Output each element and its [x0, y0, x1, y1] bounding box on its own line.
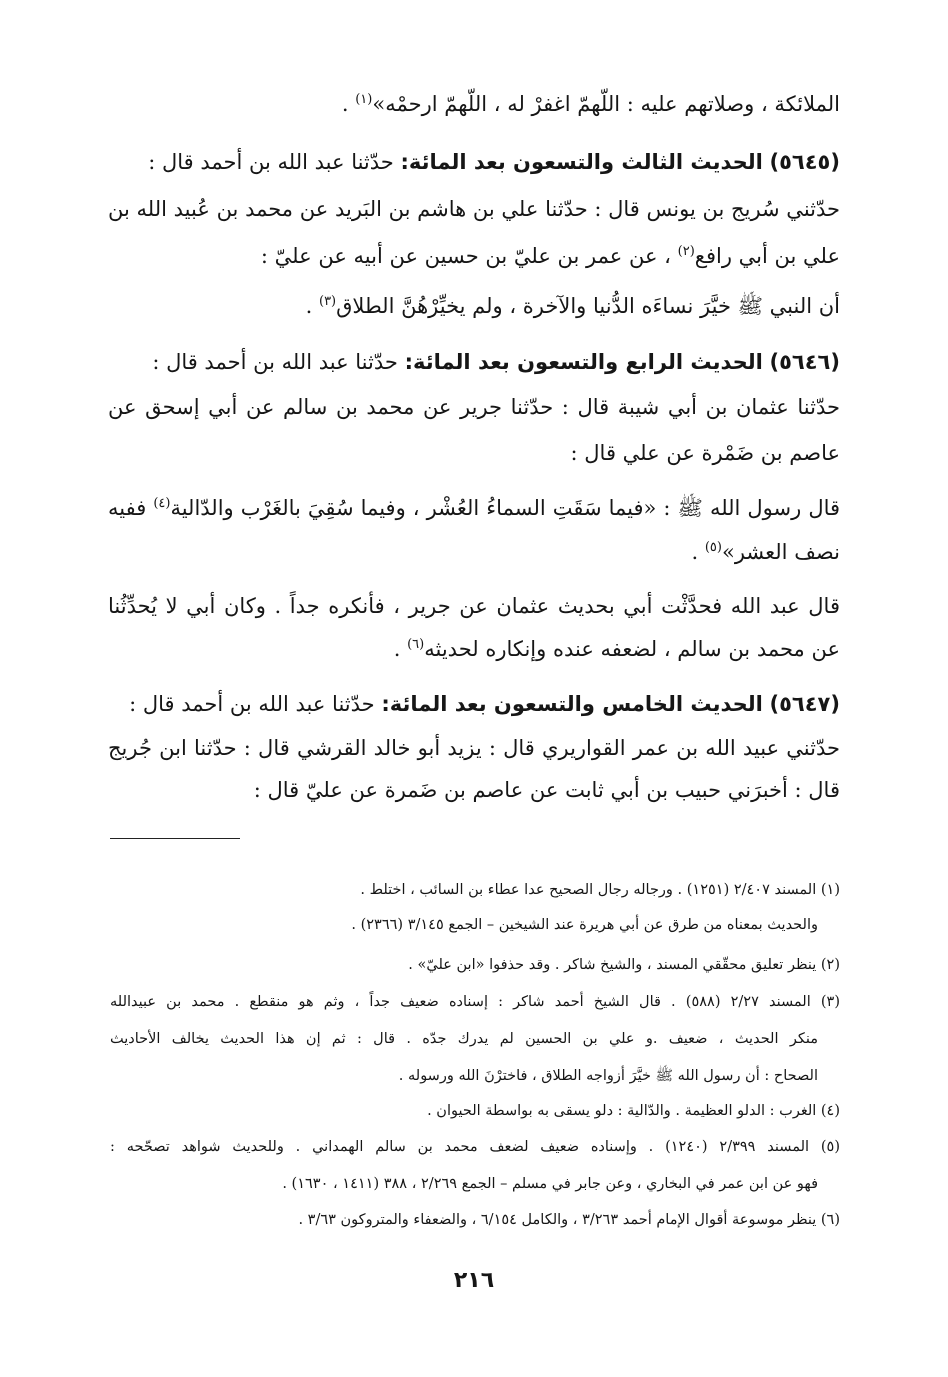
- footnote-continuation: فهو عن ابن عمر في البخاري ، وعن جابر في مسلم – الجمع ٢/٢٦٩ ، ٣٨٨ (١٤١١ ، ١٦٣٠) .: [282, 1176, 818, 1192]
- footnote: (٣) المسند ٢/٢٧ (٥٨٨) . قال الشيخ أحمد شاكر : إسناده ضعيف جداً ، وثم هو منقطع . محمد بن عبيدالله: [110, 994, 840, 1010]
- hadith-5646-heading: (٥٦٤٦) الحديث الرابع والتسعون بعد المائة: حدّثنا عبد الله بن أحمد قال :: [152, 350, 840, 374]
- footnote: (٢) ينظر تعليق محقّقي المسند ، والشيخ شاكر . وقد حذفوا «ابن عليّ» .: [408, 957, 840, 973]
- footnote: (٥) المسند ٢/٣٩٩ (١٢٤٠) . وإسناده ضعيف لضعف محمد بن سالم الهمداني . وللحديث شواهد تصحّحه :: [110, 1139, 840, 1155]
- hadith-title: الحديث الخامس والتسعون بعد المائة:: [381, 692, 763, 716]
- hadith-number: (٥٦٤٧): [769, 692, 840, 716]
- hadith-5645-heading: (٥٦٤٥) الحديث الثالث والتسعون بعد المائة: حدّثنا عبد الله بن أحمد قال :: [148, 150, 840, 174]
- page-number: ٢١٦: [453, 1268, 495, 1293]
- footnote-separator: [110, 838, 240, 839]
- hadith-5646-isnad-line: عاصم بن ضَمْرة عن علي قال :: [570, 441, 840, 465]
- hadith-5645-isnad-line: حدّثني سُريج بن يونس قال : حدّثنا علي بن هاشم بن البَريد عن محمد بن عُبيد الله بن: [108, 197, 840, 221]
- hadith-5645-matn: أن النبي ﷺ خيَّرَ نساءَه الدُّنيا والآخرة ، ولم يخيِّرْهُنَّ الطلاق$^{(٣)}$ .: [305, 294, 840, 318]
- footnote-ref: (٥): [704, 540, 722, 555]
- hadith-5647-isnad-line: قال : أخبرَني حبيب بن أبي ثابت عن عاصم بن ضَمرة عن عليّ قال :: [253, 778, 840, 802]
- hadith-5647-isnad-line: حدّثني عبيد الله بن عمر القواريري قال : يزيد أبو خالد القرشي قال : حدّثنا ابن جُريج: [108, 736, 840, 760]
- hadith-5646-comment: عن محمد بن سالم ، لضعفه عنده وإنكاره لحديثه$^{(٦)}$ .: [393, 637, 840, 661]
- footnote-ref: (٢): [677, 244, 695, 259]
- footnote-ref: (٤): [153, 496, 171, 511]
- footnote-continuation: الصحاح : أن رسول الله ﷺ خيَّرَ أزواجه الطلاق ، فاخترْنَ الله ورسوله .: [398, 1068, 818, 1084]
- footnote-ref: (١): [355, 92, 373, 107]
- hadith-5646-matn: قال رسول الله ﷺ : «فيما سَقَتِ السماءُ العُشْر ، وفيما سُقِيَ بالغَرْب والدّالية$^{(٤)}$ ففيه: [108, 496, 840, 520]
- hadith-5645-isnad-line: علي بن أبي رافع$^{(٢)}$ ، عن عمر بن عليّ بن حسين عن أبيه عن عليّ :: [260, 244, 840, 268]
- footnote-ref: (٣): [318, 294, 337, 309]
- hadith-5646-comment: قال عبد الله فحدَّثْت أبي بحديث عثمان عن جرير ، فأنكره جداً . وكان أبي لا يُحدِّثُنا: [108, 594, 840, 618]
- footnote: (٦) ينظر موسوعة أقوال الإمام أحمد ٣/٢٦٣ ، والكامل ٦/١٥٤ ، والضعفاء والمتروكون ٣/٦٣ .: [298, 1212, 840, 1228]
- footnote-continuation: والحديث بمعناه من طرق عن أبي هريرة عند الشيخين – الجمع ٣/١٤٥ (٢٣٦٦) .: [351, 917, 818, 933]
- footnote: (١) المسند ٢/٤٠٧ (١٢٥١) . ورجاله رجال الصحيح عدا عطاء بن السائب ، اختلط .: [360, 882, 840, 898]
- intro-line: الملائكة ، وصلاتهم عليه : اللّهمّ اغفرْ له ، اللّهمّ ارحمْه»$^{(١)}$ .: [341, 92, 840, 116]
- footnote-ref: (٦): [407, 637, 425, 652]
- hadith-5646-isnad-line: حدّثنا عثمان بن أبي شيبة قال : حدّثنا جرير عن محمد بن سالم عن أبي إسحق عن: [108, 395, 840, 419]
- hadith-number: (٥٦٤٥): [769, 150, 840, 174]
- footnote-continuation: منكر الحديث ، ضعيف .و علي بن الحسين لم يدرك جدّه . قال : ثم إن هذا الحديث يخالف الأحاديث: [110, 1031, 818, 1047]
- hadith-title: الحديث الثالث والتسعون بعد المائة:: [400, 150, 763, 174]
- footnote: (٤) الغرب : الدلو العظيمة . والدّالية : دلو يسقى به بواسطة الحيوان .: [427, 1103, 840, 1119]
- hadith-number: (٥٦٤٦): [769, 350, 840, 374]
- hadith-5646-matn: نصف العشر»$^{(٥)}$ .: [691, 540, 840, 564]
- hadith-title: الحديث الرابع والتسعون بعد المائة:: [404, 350, 763, 374]
- hadith-5647-heading: (٥٦٤٧) الحديث الخامس والتسعون بعد المائة: حدّثنا عبد الله بن أحمد قال :: [129, 692, 840, 716]
